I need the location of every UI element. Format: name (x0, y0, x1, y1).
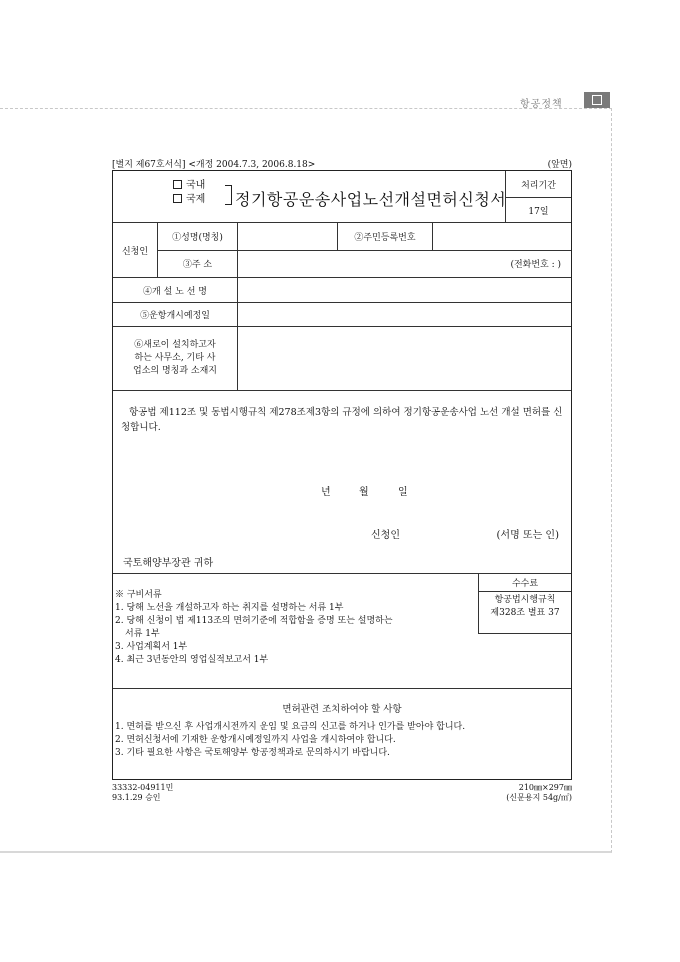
note-item: 3. 기타 필요한 사항은 국토해양부 항공정책과로 문의하시기 바랍니다. (115, 748, 390, 758)
note-item: 1. 면허를 받으신 후 사업개시전까지 운임 및 요금의 신고를 하거나 인가를 받아야 합니다. (115, 722, 466, 732)
form-header (112, 157, 572, 170)
notes-heading: 면허관련 조치하여야 할 사항 (282, 704, 402, 715)
office-field[interactable] (238, 327, 571, 390)
form-title: 정기항공운송사업노선개설면허신청서 (235, 190, 507, 209)
documents-heading: ※ 구비서류 (115, 590, 162, 600)
option-domestic[interactable]: 국내 (173, 179, 205, 193)
application-form (112, 170, 572, 780)
statement-block (113, 391, 571, 574)
checkbox-international[interactable] (173, 194, 182, 203)
form-code: 33332-04911민 (112, 783, 174, 792)
phone-label: (전화번호 : ) (510, 260, 561, 270)
approval-date: 93.1.29 승인 (112, 793, 161, 802)
notes-list (115, 721, 567, 760)
page-side: (앞면) (547, 160, 572, 170)
route-field[interactable] (238, 278, 571, 302)
document-item: 1. 당해 노선을 개설하고자 하는 취지를 설명하는 서류 1부 (115, 603, 344, 613)
document-item: 3. 사업계획서 1부 (115, 642, 188, 652)
documents-block (113, 574, 571, 689)
type-options (173, 179, 205, 207)
processing-period-value: 17일 (528, 207, 549, 217)
name-field[interactable] (238, 223, 338, 250)
documents-list (115, 589, 475, 667)
fee-value: 항공법시행규칙 제328조 별표 37 (490, 595, 560, 618)
applicant-group-label: 신청인 (113, 223, 158, 277)
id-field[interactable] (433, 223, 571, 250)
form-footer-right (506, 783, 572, 803)
paper-size: 210㎜×297㎜ (518, 783, 572, 792)
form-footer-left (112, 783, 173, 803)
start-date-field[interactable] (238, 303, 571, 326)
section-label: 항공정책 (520, 99, 563, 110)
option-bracket (225, 185, 232, 205)
addressee: 국토해양부장관 귀하 (123, 558, 214, 569)
name-label: ①성명(명칭) (158, 223, 238, 250)
date-year: 년 (321, 487, 331, 498)
date-month: 월 (359, 487, 369, 498)
note-item: 2. 면허신청서에 기재한 운항개시예정일까지 사업을 개시하여야 합니다. (115, 735, 396, 745)
checkbox-domestic[interactable] (173, 180, 182, 189)
option-international[interactable]: 국제 (173, 193, 205, 207)
id-label: ②주민등록번호 (338, 223, 433, 250)
fee-label: 수수료 (479, 574, 571, 592)
applicant-sign-label: 신청인 (371, 530, 400, 541)
form-number: [별지 제67호서식] <개정 2004.7.3, 2006.8.18> (112, 160, 316, 170)
notes-block (113, 689, 571, 779)
processing-period-label: 처리기간 (506, 171, 571, 198)
document-item: 4. 최근 3년동안의 영업실적보고서 1부 (115, 655, 269, 665)
route-row (113, 278, 571, 303)
section-square-icon (584, 92, 610, 108)
start-date-row (113, 303, 571, 327)
address-label: ③주 소 (158, 250, 238, 277)
title-row (113, 171, 571, 223)
office-row (113, 327, 571, 391)
applicant-block (113, 223, 571, 278)
signature-field[interactable]: (서명 또는 인) (496, 530, 559, 541)
route-label: ④개 설 노 선 명 (113, 278, 238, 302)
date-day: 일 (398, 487, 408, 498)
address-field[interactable] (238, 250, 571, 277)
paper-type: (신문용지 54g/㎡) (506, 793, 572, 802)
statement-text: 항공법 제112조 및 동법시행규칙 제278조제3항의 규정에 의하여 정기항공운송사업 노선 개설 면허를 신청합니다. (121, 407, 563, 433)
document-item: 서류 1부 (125, 629, 160, 639)
start-date-label: ⑤운항개시예정일 (113, 303, 238, 326)
document-item: 2. 당해 신청이 법 제113조의 면허기준에 적합함을 증명 또는 설명하는 (115, 616, 393, 626)
office-label: ⑥새로이 설치하고자 하는 사무소, 기타 사업소의 명칭과 소재지 (113, 327, 238, 390)
